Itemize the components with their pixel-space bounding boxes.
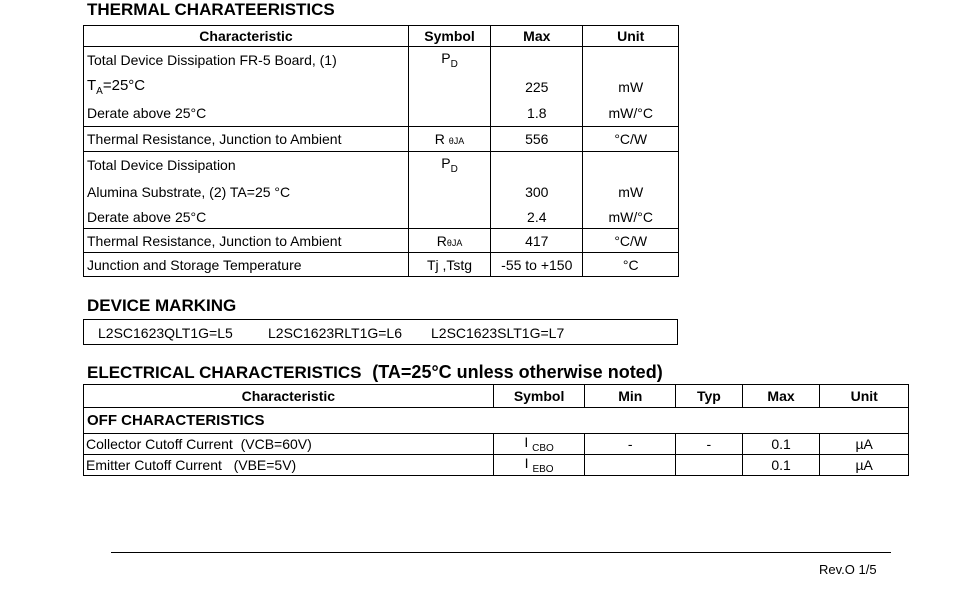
cell-max: 300 bbox=[491, 179, 583, 206]
cell-symbol: RθJA bbox=[409, 229, 491, 253]
header-characteristic: Characteristic bbox=[84, 26, 409, 47]
table-row bbox=[84, 253, 679, 277]
cell-characteristic: Thermal Resistance, Junction to Ambient bbox=[84, 229, 409, 253]
cell-max: 417 bbox=[491, 229, 583, 253]
cell-symbol: Tj ,Tstg bbox=[409, 253, 491, 277]
header-min: Min bbox=[585, 385, 676, 408]
table-header-row bbox=[84, 26, 679, 47]
cell-max: -55 to +150 bbox=[491, 253, 583, 277]
cell-characteristic: Thermal Resistance, Junction to Ambient bbox=[84, 127, 409, 152]
table-row bbox=[84, 152, 679, 179]
table-row bbox=[84, 47, 679, 73]
cell-characteristic: Junction and Storage Temperature bbox=[84, 253, 409, 277]
device-marking-title: DEVICE MARKING bbox=[87, 296, 237, 315]
cell-symbol: I $_{EBO}$ bbox=[493, 455, 585, 476]
cell-characteristic: $T_A=25^\circ C$ bbox=[84, 73, 409, 101]
section-row bbox=[84, 408, 909, 434]
device-marking-box bbox=[83, 319, 678, 345]
table-row bbox=[84, 434, 909, 455]
cell-max: 1.8 bbox=[491, 101, 583, 127]
thermal-title: THERMAL CHARATEERISTICS bbox=[87, 0, 335, 19]
marking-item: L2SC1623QLT1G=L5 bbox=[98, 325, 233, 341]
electrical-title-main: ELECTRICAL CHARACTERISTICS bbox=[87, 363, 362, 382]
cell-min: - bbox=[585, 434, 676, 455]
cell-max: 2.4 bbox=[491, 206, 583, 229]
cell-min bbox=[585, 455, 676, 476]
section-off-characteristics: OFF CHARACTERISTICS bbox=[84, 408, 909, 434]
footer-revision: Rev.O 1/5 bbox=[819, 562, 877, 577]
cell-symbol: I $_{CBO}$ bbox=[493, 434, 585, 455]
cell-symbol: $P_D$ bbox=[409, 47, 491, 73]
header-characteristic: Characteristic bbox=[84, 385, 494, 408]
electrical-table bbox=[83, 384, 909, 476]
header-max: Max bbox=[742, 385, 820, 408]
cell-max: 0.1 bbox=[742, 434, 820, 455]
table-row bbox=[84, 229, 679, 253]
cell-max: 225 bbox=[491, 73, 583, 101]
electrical-title-condition: (TA=25°C unless otherwise noted) bbox=[372, 362, 663, 382]
cell-characteristic: Collector Cutoff Current (VCB=60V) bbox=[84, 434, 494, 455]
marking-item: L2SC1623RLT1G=L6 bbox=[268, 325, 402, 341]
cell-characteristic: Total Device Dissipation bbox=[84, 152, 409, 179]
cell-characteristic: Derate above 25°C bbox=[84, 206, 409, 229]
table-row bbox=[84, 101, 679, 127]
cell-max: 556 bbox=[491, 127, 583, 152]
header-symbol: Symbol bbox=[409, 26, 491, 47]
header-symbol: Symbol bbox=[493, 385, 585, 408]
cell-max: 0.1 bbox=[742, 455, 820, 476]
table-row bbox=[84, 127, 679, 152]
cell-unit: µA bbox=[820, 434, 909, 455]
cell-unit: mW/°C bbox=[583, 206, 679, 229]
table-row bbox=[84, 73, 679, 101]
cell-unit: °C/W bbox=[583, 127, 679, 152]
footer-divider bbox=[111, 552, 891, 553]
table-row bbox=[84, 179, 679, 206]
header-unit: Unit bbox=[820, 385, 909, 408]
header-unit: Unit bbox=[583, 26, 679, 47]
cell-symbol: $P_D$ bbox=[409, 152, 491, 179]
cell-characteristic: Derate above 25°C bbox=[84, 101, 409, 127]
header-max: Max bbox=[491, 26, 583, 47]
cell-characteristic: Emitter Cutoff Current (VBE=5V) bbox=[84, 455, 494, 476]
cell-typ bbox=[676, 455, 743, 476]
table-row bbox=[84, 455, 909, 476]
cell-characteristic: Alumina Substrate, (2) TA=25 °C bbox=[84, 179, 409, 206]
thermal-table bbox=[83, 25, 679, 277]
cell-unit: mW bbox=[583, 179, 679, 206]
cell-unit: mW/°C bbox=[583, 101, 679, 127]
header-typ: Typ bbox=[676, 385, 743, 408]
cell-unit: °C/W bbox=[583, 229, 679, 253]
electrical-title bbox=[87, 362, 663, 383]
cell-unit: mW bbox=[583, 73, 679, 101]
table-header-row bbox=[84, 385, 909, 408]
cell-characteristic: Total Device Dissipation FR-5 Board, (1) bbox=[84, 47, 409, 73]
table-row bbox=[84, 206, 679, 229]
cell-typ: - bbox=[676, 434, 743, 455]
cell-unit: °C bbox=[583, 253, 679, 277]
marking-item: L2SC1623SLT1G=L7 bbox=[431, 325, 565, 341]
cell-unit: µA bbox=[820, 455, 909, 476]
cell-symbol: R θJA bbox=[409, 127, 491, 152]
